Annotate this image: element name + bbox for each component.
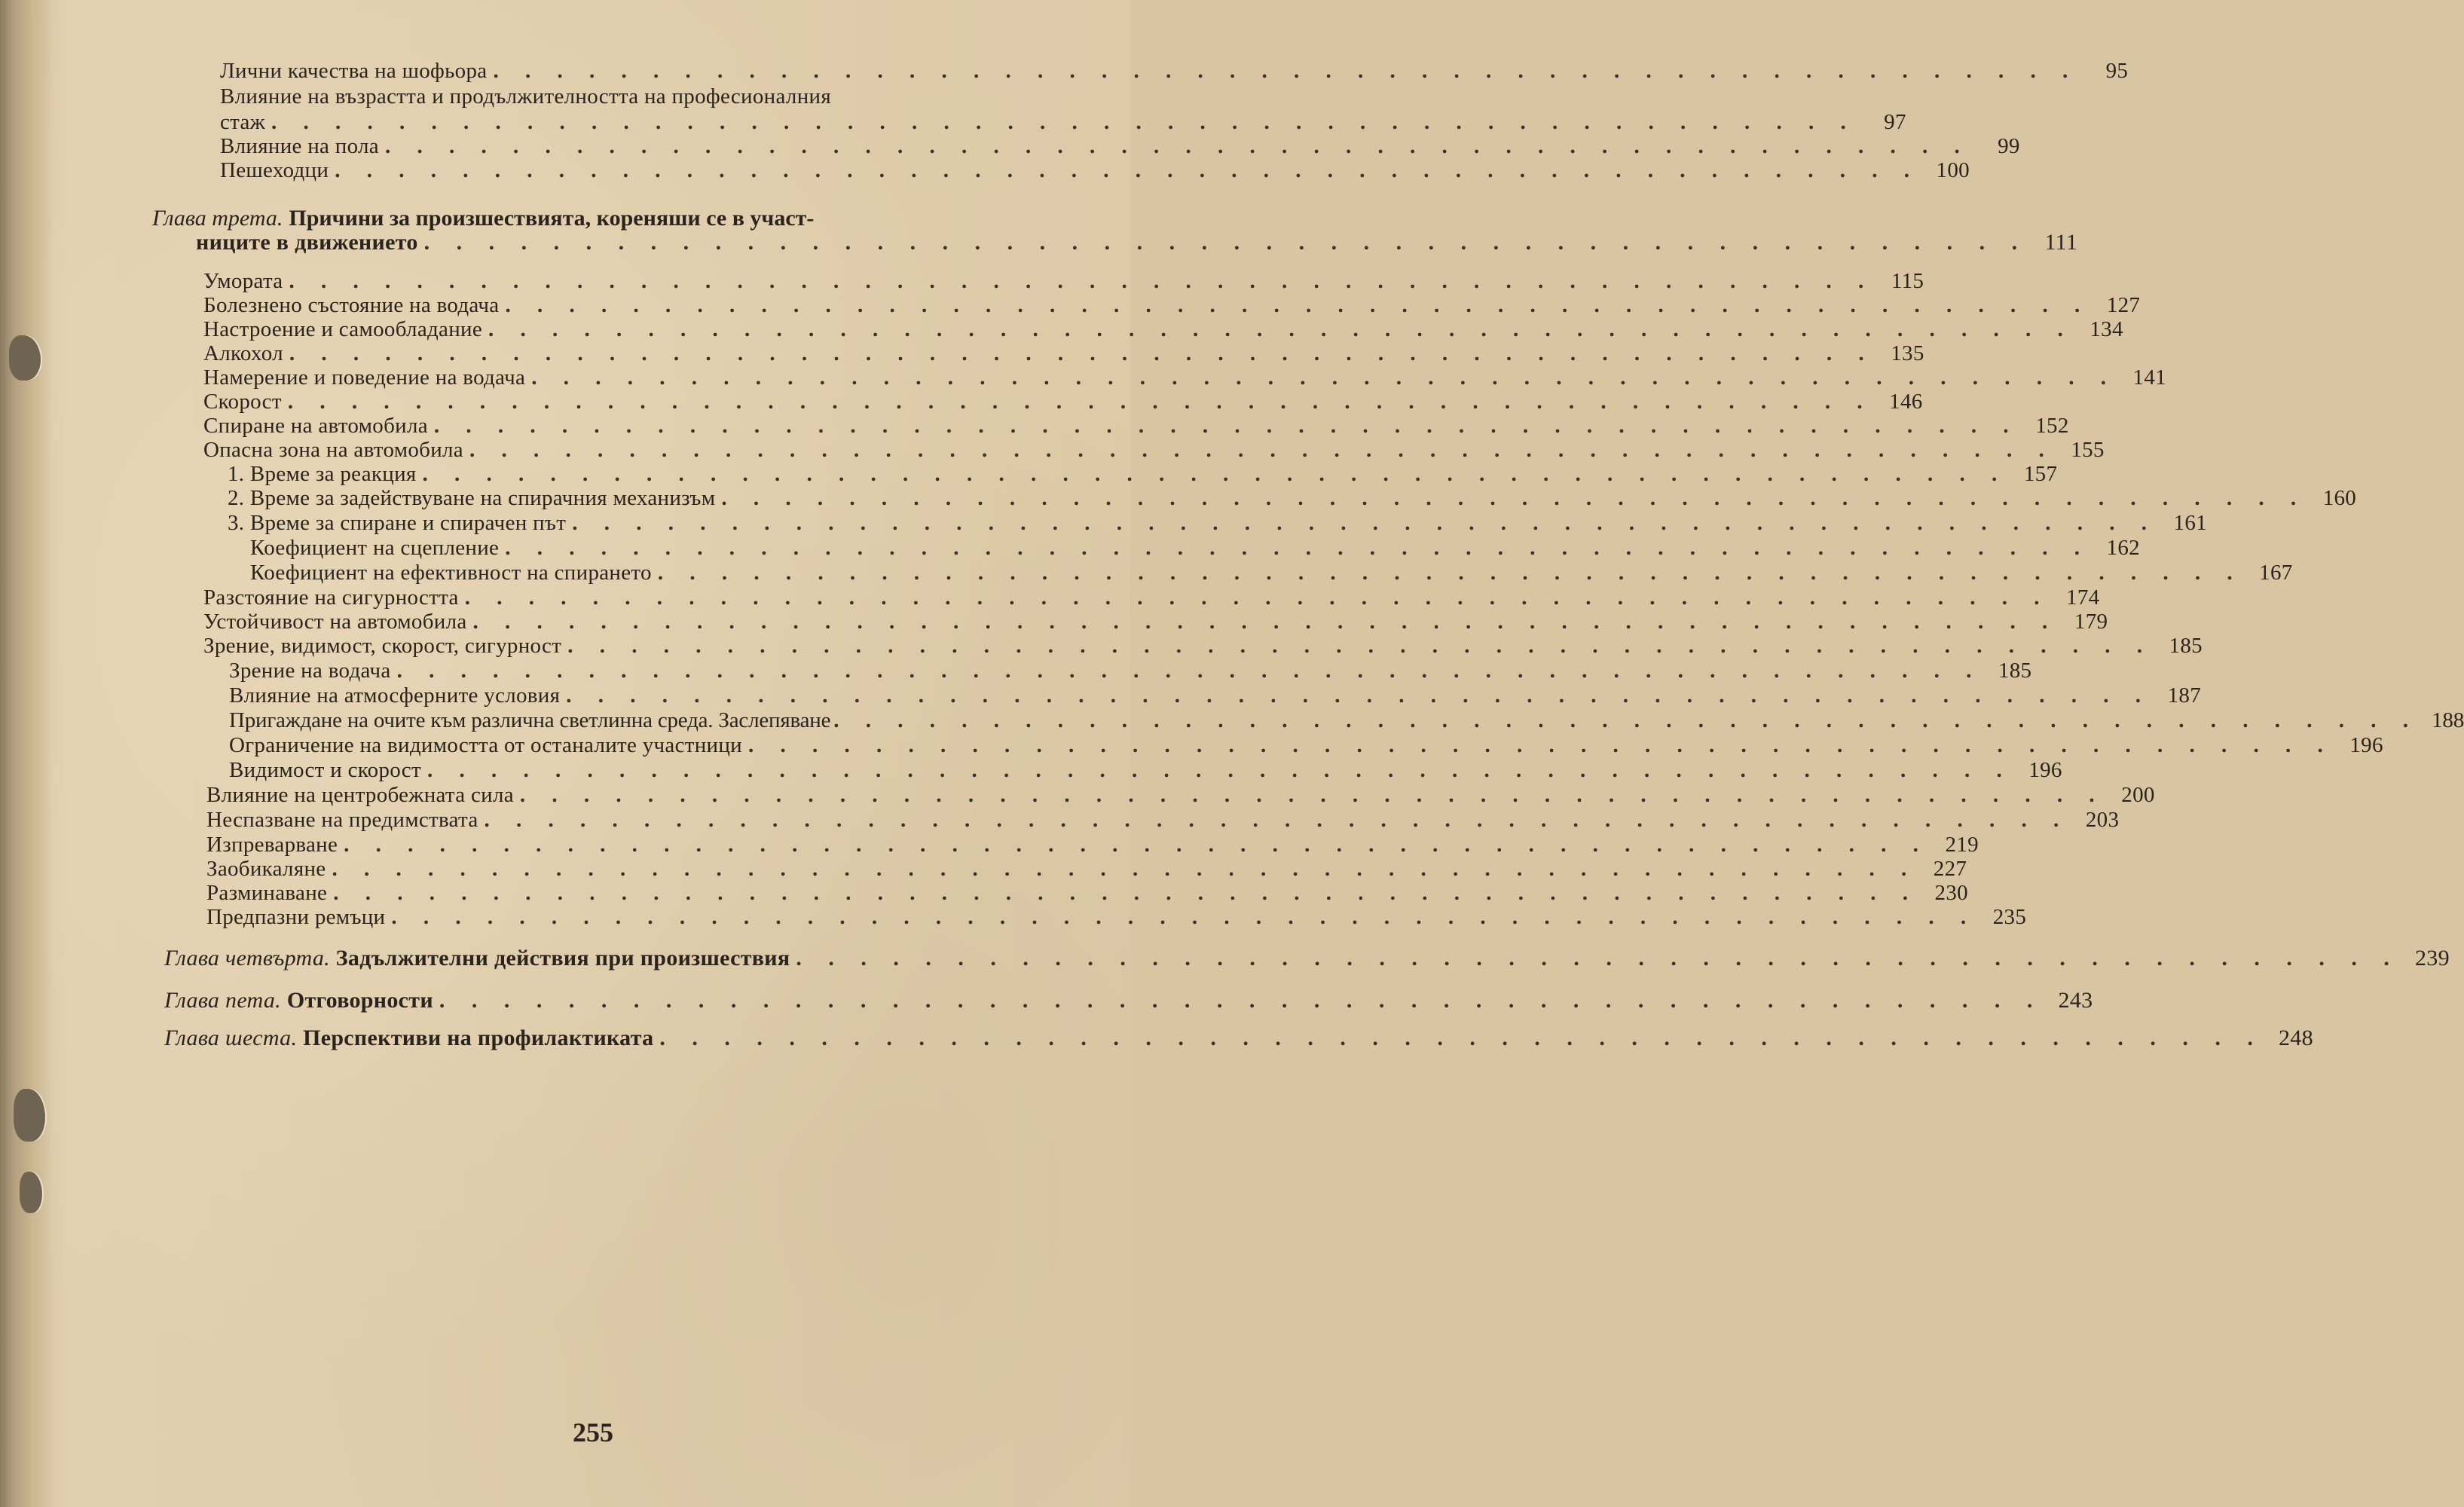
leader-dots: . . . . . . . . . . . . . . . . . . . . . . . . . . . . . . . . . . . . . . . . . . . . . . . . . . (423, 230, 2028, 255)
toc-entry-label: 1. Време за реакция (228, 462, 417, 486)
toc-entry-page: 155 (2071, 438, 2105, 462)
toc-entry-page: 100 (1936, 158, 1970, 182)
toc-entry[interactable] (220, 157, 1970, 183)
toc-entry-label: Влияние на атмосферните условия (229, 683, 561, 708)
toc-entry-page: 179 (2074, 610, 2108, 634)
toc-entry-page: 185 (1998, 659, 2032, 683)
chapter-heading (164, 988, 433, 1013)
toc-entry-label: Лични качества на шофьора (220, 59, 488, 83)
leader-dots: . . . . . . . . . . . . . . . . . . . . . . . . . . . . . . . . . . . . . . . . . . . . . . . . . . (391, 905, 1977, 929)
toc-entry-page: 200 (2121, 783, 2155, 807)
toc-entry[interactable] (229, 732, 2383, 758)
toc-entry-label: Видимост и скорост (229, 758, 421, 782)
toc-entry-page: 248 (2279, 1026, 2313, 1050)
toc-entry-label: Болезнено състояние на водача (203, 293, 500, 317)
toc-entry-label: 2. Време за задействуване на спирачния механизъм (228, 486, 716, 510)
leader-dots: . . . . . . . . . . . . . . . . . . . . . . . . . . . . . . . . . . . . . . . . . . . . . . . . . . (488, 317, 2074, 341)
toc-entry[interactable] (206, 856, 1967, 882)
toc-entry-page: 97 (1884, 110, 1906, 134)
toc-entry[interactable] (203, 316, 2123, 342)
leader-dots: . . . . . . . . . . . . . . . . . . . . . . . . . . . . . . . . . . . . . . . . . . . . . . . . . . (519, 783, 2105, 807)
toc-entry[interactable] (206, 807, 2120, 833)
toc-entry[interactable] (206, 904, 2027, 930)
toc-entry[interactable] (196, 230, 2078, 255)
leader-dots: . . . . . . . . . . . . . . . . . . . . . . . . . . . . . . . . . . . . . . . . . . . . . . . . . . (344, 833, 1929, 857)
toc-entry-label: Скорост (203, 390, 282, 414)
toc-entry[interactable] (220, 133, 2020, 159)
toc-entry-page: 230 (1934, 881, 1968, 905)
leader-dots: . . . . . . . . . . . . . . . . . . . . . . . . . . . . . . . . . . . . . . . . . . . . . . . . . . (748, 733, 2334, 757)
toc-entry-page: 243 (2058, 988, 2093, 1013)
toc-entry-label: Влияние на пола (220, 134, 379, 158)
toc-entry[interactable] (206, 832, 1979, 857)
chapter-title: Перспективи на профилактиката (303, 1026, 654, 1050)
toc-entry-page: 95 (2105, 59, 2129, 83)
toc-entry-label: Пригаждане на очите към различна светлинна среда. Заслепяване (229, 708, 831, 732)
toc-entry-page: 187 (2167, 683, 2202, 708)
toc-entry-label: 3. Време за спиране и спирачен път (228, 511, 567, 535)
leader-dots: . . . . . . . . . . . . . . . . . . . . . . . . . . . . . . . . . . . . . . . . . . . . . . . . . . (833, 708, 2420, 732)
leader-dots: . . . . . . . . . . . . . . . . . . . . . . . . . . . . . . . . . . . . . . . . . . . . . . . . . . (796, 946, 2400, 971)
toc-entry-label: стаж (220, 110, 266, 134)
toc-entry[interactable] (229, 757, 2062, 783)
leader-dots: . . . . . . . . . . . . . . . . . . . . . . . . . . . . . . . . . . . . . . . . . . . . . . . . . . (567, 634, 2153, 658)
leader-dots: . . . . . . . . . . . . . . . . . . . . . . . . . . . . . . . . . . . . . . . . . . . . . . . . . . (659, 1026, 2264, 1050)
chapter-prefix: Глава четвърта. (164, 946, 330, 971)
toc-entry[interactable] (203, 292, 2141, 318)
chapter-title: Задължителни действия при произшествия (335, 946, 790, 971)
toc-entry-label: Влияние на центробежната сила (206, 783, 514, 807)
leader-dots: . . . . . . . . . . . . . . . . . . . . . . . . . . . . . . . . . . . . . . . . . . . . . . . . . . (422, 462, 2008, 486)
toc-entry-label: Ограничение на видимостта от останалите участници (229, 733, 743, 757)
chapter-prefix: Глава трета. (152, 206, 283, 231)
toc-entry-label: Устойчивост на автомобила (203, 610, 467, 634)
leader-dots: . . . . . . . . . . . . . . . . . . . . . . . . . . . . . . . . . . . . . . . . . . . . . . . . . . (721, 486, 2307, 510)
chapter-prefix: Глава пета. (164, 988, 281, 1013)
toc-entry[interactable] (220, 58, 2129, 84)
leader-dots: . . . . . . . . . . . . . . . . . . . . . . . . . . . . . . . . . . . . . . . . . . . . . . . . . . (484, 808, 2070, 832)
page-number: 255 (573, 1417, 613, 1447)
toc-entry[interactable] (228, 510, 2207, 536)
leader-dots: . . . . . . . . . . . . . . . . . . . . . . . . . . . . . . . . . . . . . . . . . . . . . . . . . . (426, 758, 2013, 782)
toc-entry[interactable] (220, 109, 1906, 135)
leader-dots: . . . . . . . . . . . . . . . . . . . . . . . . . . . . . . . . . . . . . . . . . . . . . . . . . . (271, 110, 1857, 134)
toc-entry[interactable] (203, 633, 2203, 659)
leader-dots: . . . . . . . . . . . . . . . . . . . . . . . . . . . . . . . . . . . . . . . . . . . . . . . . . . (531, 365, 2117, 390)
chapter-heading (164, 946, 790, 971)
chapter-heading[interactable] (152, 205, 814, 232)
toc-entry-label: Умората (203, 269, 283, 293)
toc-entry-page: 160 (2322, 486, 2357, 510)
toc-entry-label: Разстояние на сигурността (203, 585, 459, 610)
toc-entry-page: 188 (2432, 708, 2464, 732)
leader-dots: . . . . . . . . . . . . . . . . . . . . . . . . . . . . . . . . . . . . . . . . . . . . . . . . . . (505, 536, 2090, 560)
toc-entry-label: Настроение и самообладание (203, 317, 483, 341)
toc-entry-page: 196 (2349, 733, 2383, 757)
leader-dots: . . . . . . . . . . . . . . . . . . . . . . . . . . . . . . . . . . . . . . . . . . . . . . . . . . (384, 134, 1970, 158)
toc-entry[interactable] (203, 365, 2166, 390)
chapter-title-continued: ниците в движението (196, 230, 418, 255)
toc-entry-page: 152 (2035, 414, 2069, 438)
toc-entry-page: 174 (2066, 585, 2100, 610)
leader-dots: . . . . . . . . . . . . . . . . . . . . . . . . . . . . . . . . . . . . . . . . . . . . . . . . . . (505, 293, 2091, 317)
toc-entry-page: 203 (2085, 808, 2120, 832)
toc-entry-page: 111 (2044, 230, 2078, 255)
toc-entry-label: Намерение и поведение на водача (203, 365, 526, 390)
toc-entry-label: Опасна зона на автомобила (203, 438, 463, 462)
chapter-entry[interactable] (164, 1026, 2313, 1051)
toc-entry[interactable] (203, 341, 1924, 366)
toc-entry-page: 135 (1891, 341, 1924, 365)
toc-entry-label: Разминаване (206, 881, 328, 905)
leader-dots: . . . . . . . . . . . . . . . . . . . . . . . . . . . . . . . . . . . . . . . . . . . . . . . . . . (493, 59, 2079, 83)
toc-entry-page: 219 (1945, 833, 1979, 857)
toc-entry-page: 99 (1998, 134, 2020, 158)
toc-entry-page: 235 (1992, 905, 2027, 929)
toc-entry-label: Предпазни ремъци (206, 905, 386, 929)
leader-dots: . . . . . . . . . . . . . . . . . . . . . . . . . . . . . . . . . . . . . . . . . . . . . . . . . . (469, 438, 2055, 462)
toc-entry-page: 134 (2090, 317, 2123, 341)
toc-entry-label: Влияние на възрастта и продължителността на професионалния (220, 84, 831, 109)
toc-entry-page: 146 (1889, 390, 1923, 414)
toc-entry-page: 162 (2106, 536, 2140, 560)
leader-dots: . . . . . . . . . . . . . . . . . . . . . . . . . . . . . . . . . . . . . . . . . . . . . . . . . . (472, 610, 2059, 634)
toc-entry[interactable] (250, 535, 2140, 561)
leader-dots: . . . . . . . . . . . . . . . . . . . . . . . . . . . . . . . . . . . . . . . . . . . . . . . . . . (464, 585, 2050, 610)
toc-entry-page: 161 (2173, 511, 2207, 535)
toc-entry-page: 239 (2415, 946, 2450, 971)
toc-entry-label: Алкохол (203, 341, 283, 365)
toc-entry-label: Спиране на автомобила (203, 414, 428, 438)
leader-dots: . . . . . . . . . . . . . . . . . . . . . . . . . . . . . . . . . . . . . . . . . . . . . . . . . . (439, 988, 2044, 1013)
chapter-entry[interactable] (164, 946, 2450, 971)
leader-dots: . . . . . . . . . . . . . . . . . . . . . . . . . . . . . . . . . . . . . . . . . . . . . . . . . . (335, 158, 1920, 182)
chapter-heading (164, 1026, 653, 1051)
chapter-prefix: Глава шеста. (164, 1026, 298, 1050)
leader-dots: . . . . . . . . . . . . . . . . . . . . . . . . . . . . . . . . . . . . . . . . . . . . . . . . . . (289, 341, 1875, 365)
toc-entry[interactable] (206, 782, 2155, 808)
toc-entry[interactable] (203, 268, 1924, 294)
toc-entry-page: 196 (2028, 758, 2062, 782)
toc-entry[interactable] (228, 485, 2357, 511)
toc-entry-page: 185 (2169, 634, 2203, 658)
toc-entry-label: Зрение, видимост, скорост, сигурност (203, 634, 562, 658)
leader-dots: . . . . . . . . . . . . . . . . . . . . . . . . . . . . . . . . . . . . . . . . . . . . . . . . . . (289, 269, 1875, 293)
leader-dots: . . . . . . . . . . . . . . . . . . . . . . . . . . . . . . . . . . . . . . . . . . . . . . . . . . (433, 414, 2019, 438)
leader-dots: . . . . . . . . . . . . . . . . . . . . . . . . . . . . . . . . . . . . . . . . . . . . . . . . . . (657, 561, 2243, 585)
toc-entry[interactable] (220, 84, 974, 109)
chapter-title: Причини за произшествията, кореняши се в участ- (289, 206, 815, 231)
toc-entry[interactable] (250, 560, 2293, 585)
toc-entry-label: Заобикаляне (206, 857, 326, 881)
toc-entry-page: 127 (2106, 293, 2141, 317)
chapter-entry[interactable] (164, 988, 2093, 1013)
toc-entry-label: Зрение на водача (229, 659, 391, 683)
chapter-title: Отговорности (286, 988, 433, 1013)
toc-entry-page: 167 (2259, 561, 2293, 585)
toc-entry[interactable] (206, 880, 1968, 906)
toc-entry[interactable] (203, 413, 2069, 439)
toc-entry-page: 227 (1933, 857, 1967, 881)
toc-entry-label: Изпреварване (206, 833, 338, 857)
toc-entry[interactable] (229, 658, 2032, 683)
toc-entry[interactable] (229, 683, 2202, 708)
toc-entry-label: Неспазване на предимствата (206, 808, 478, 832)
toc-entry[interactable] (203, 437, 2105, 463)
toc-entry[interactable] (228, 461, 2058, 487)
leader-dots: . . . . . . . . . . . . . . . . . . . . . . . . . . . . . . . . . . . . . . . . . . . . . . . . . . (333, 881, 1918, 905)
leader-dots: . . . . . . . . . . . . . . . . . . . . . . . . . . . . . . . . . . . . . . . . . . . . . . . . . . (566, 683, 2152, 708)
toc-entry-page: 157 (2023, 462, 2058, 486)
leader-dots: . . . . . . . . . . . . . . . . . . . . . . . . . . . . . . . . . . . . . . . . . . . . . . . . . . (332, 857, 1918, 881)
toc-entry-page: 115 (1891, 269, 1924, 293)
toc-entry-label: Коефициент на сцепление (250, 536, 500, 560)
toc-entry-label: Пешеходци (220, 158, 329, 182)
leader-dots: . . . . . . . . . . . . . . . . . . . . . . . . . . . . . . . . . . . . . . . . . . . . . . . . . . (396, 659, 1983, 683)
toc-entry[interactable] (203, 389, 1923, 414)
toc-entry[interactable] (203, 585, 2100, 610)
leader-dots: . . . . . . . . . . . . . . . . . . . . . . . . . . . . . . . . . . . . . . . . . . . . . . . . . . (572, 511, 2157, 535)
toc-entry[interactable] (203, 609, 2108, 634)
toc-entry[interactable] (229, 708, 2464, 733)
toc-entry-page: 141 (2132, 365, 2166, 390)
toc-entry-label: Коефициент на ефективност на спирането (250, 561, 652, 585)
leader-dots: . . . . . . . . . . . . . . . . . . . . . . . . . . . . . . . . . . . . . . . . . . . . . . . . . . (287, 390, 1873, 414)
